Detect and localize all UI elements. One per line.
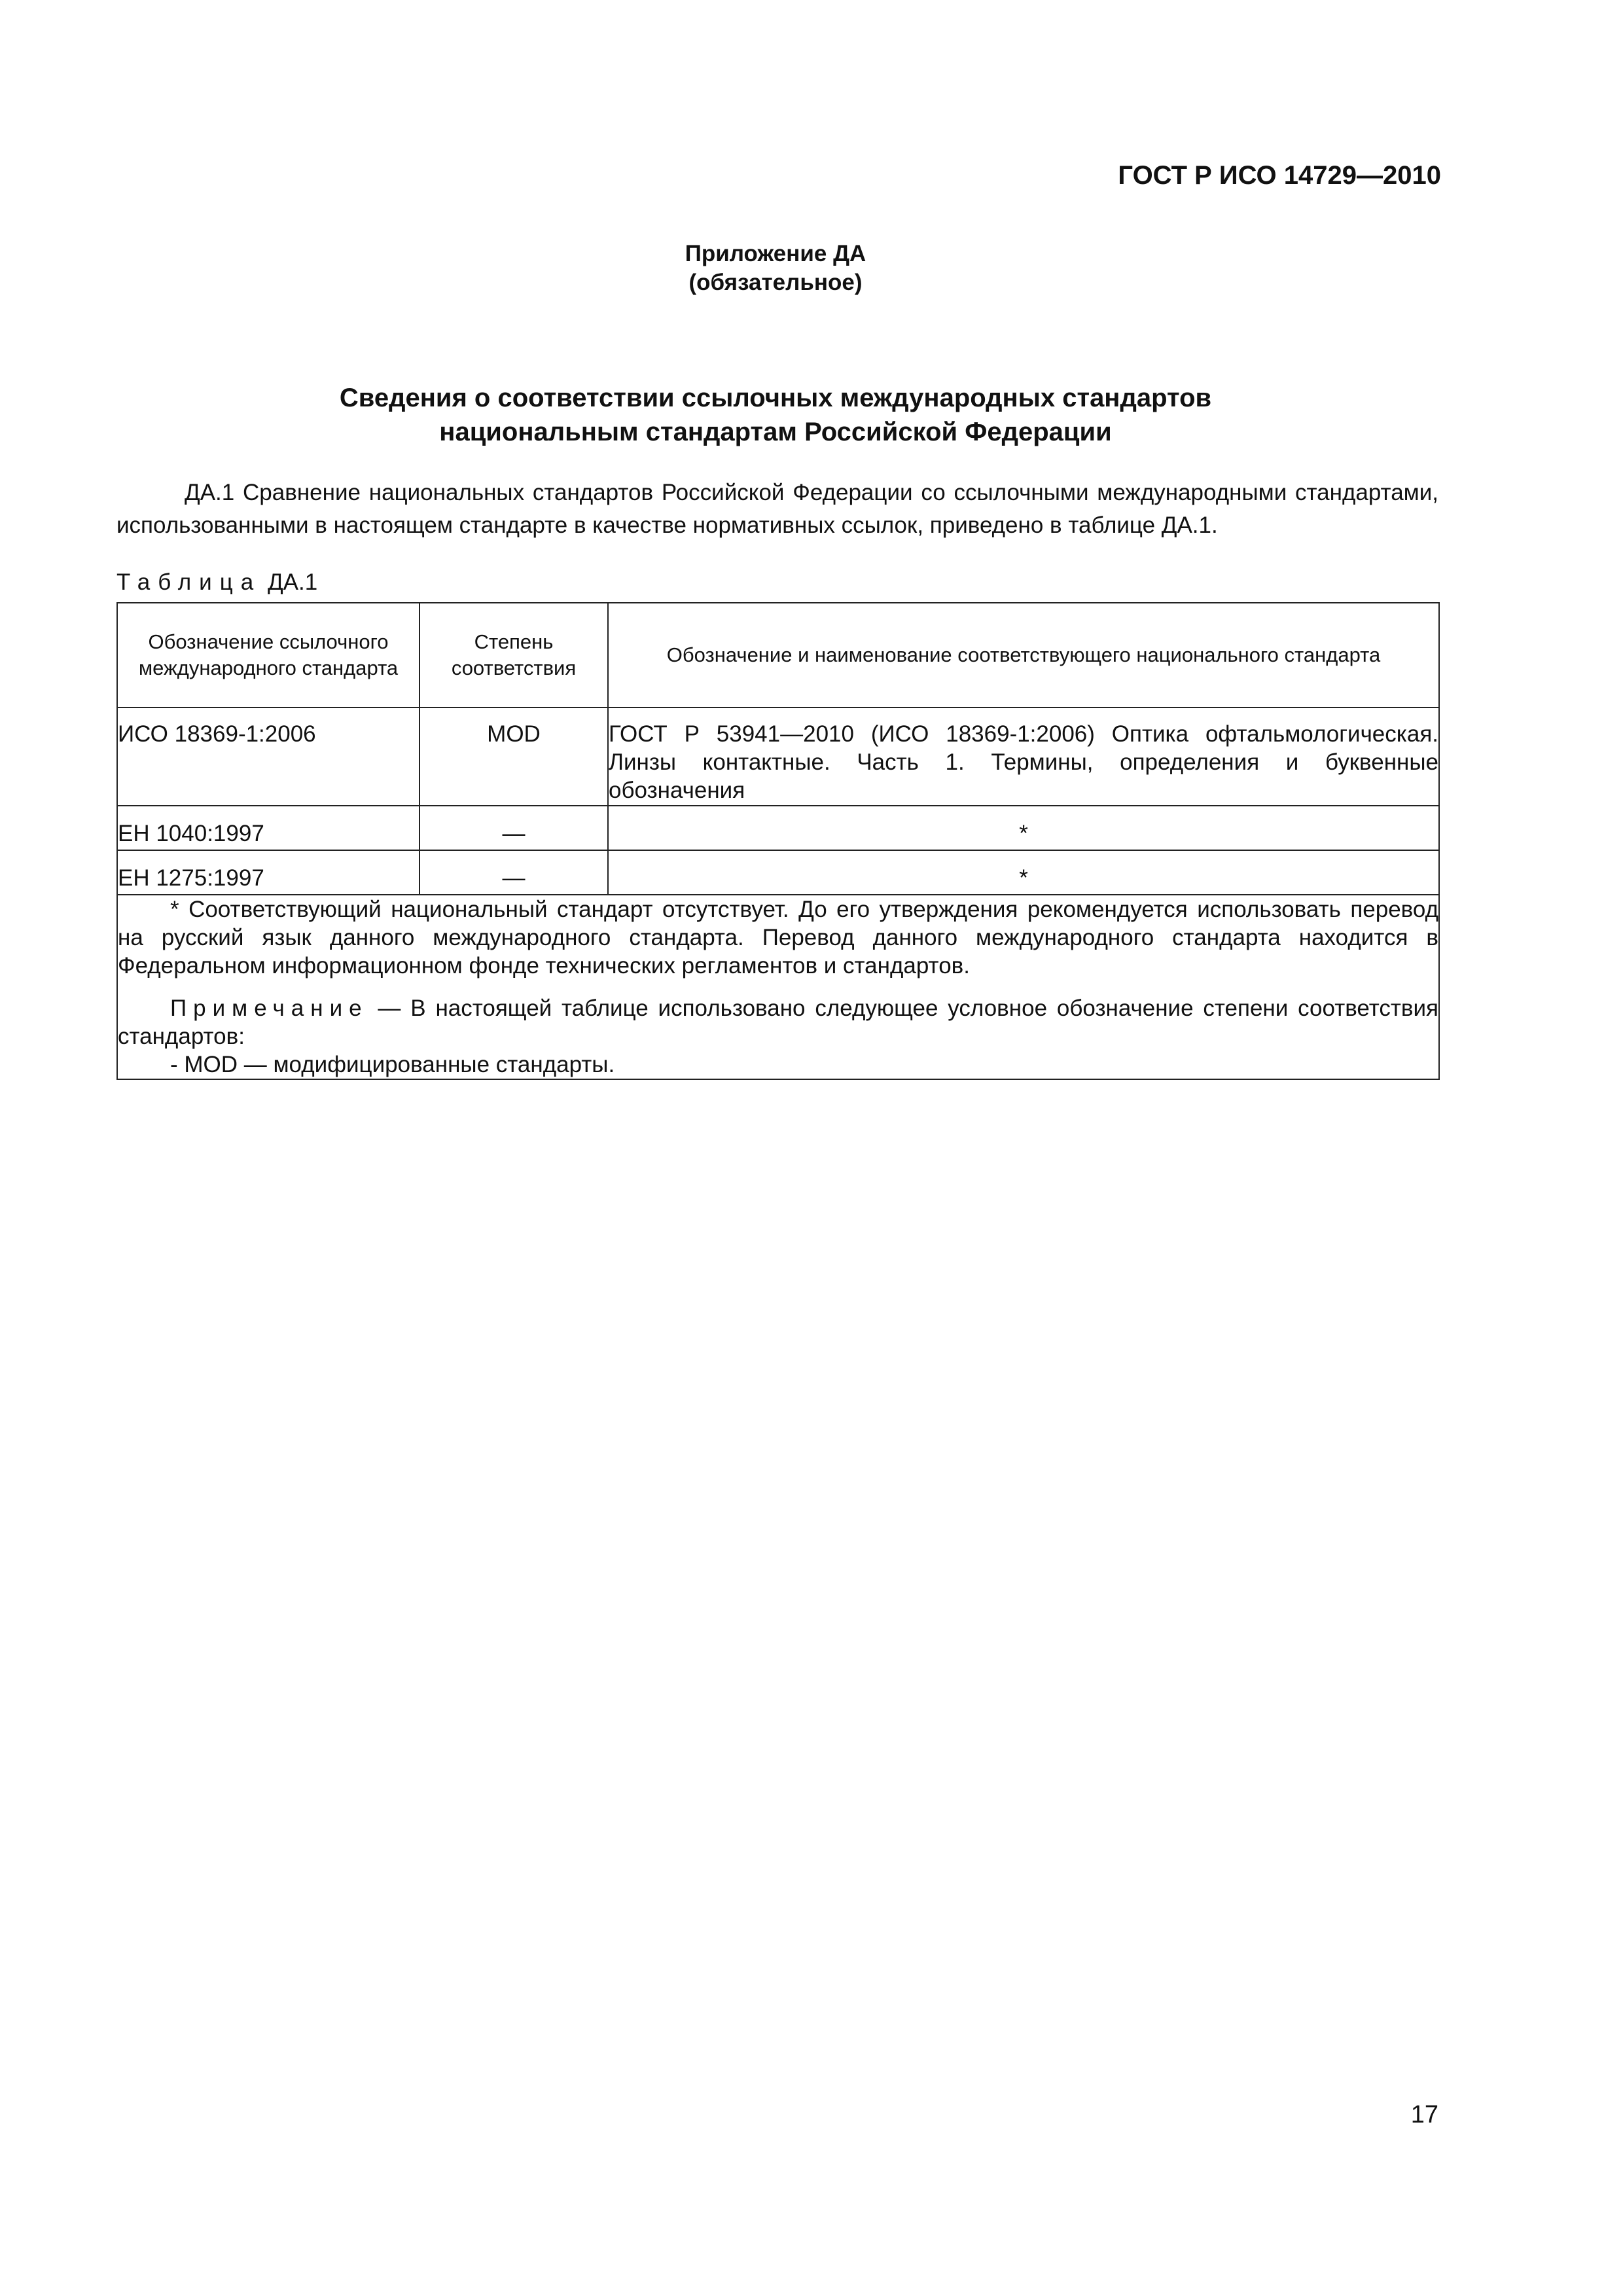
document-code: ГОСТ Р ИСО 14729—2010 — [1118, 161, 1441, 190]
cell-international-standard: ИСО 18369-1:2006 — [117, 708, 419, 806]
table-note — [118, 994, 1438, 1050]
appendix-status: (обязательное) — [688, 270, 863, 295]
header-international-standard: Обозначение ссылочного международного стандарта — [117, 603, 419, 708]
appendix-title: Приложение ДА — [685, 241, 866, 266]
table-notes-row — [117, 895, 1439, 1079]
table-row — [117, 806, 1439, 850]
table-footnote: * Соответствующий национальный стандарт отсутствует. До его утверждения рекомендуется использовать перевод на русский язык данного международного стандарта. Перевод данного международного стандарта находится в Федеральном информационном фонде технических регламентов и стандартов. — [118, 897, 1438, 978]
table-notes-cell — [117, 895, 1439, 1079]
cell-degree: — — [419, 850, 608, 895]
standards-correspondence-table — [116, 602, 1440, 1080]
cell-degree: MOD — [419, 708, 608, 806]
note-text: — В настоящей таблице использовано следующее условное обозначение степени соответствия стандартов: — [118, 996, 1438, 1049]
cell-national-standard: * — [608, 850, 1439, 895]
table-caption — [116, 568, 317, 597]
cell-degree: — — [419, 806, 608, 850]
cell-international-standard: ЕН 1275:1997 — [117, 850, 419, 895]
note-label: Примечание — [170, 996, 368, 1021]
section-title-line-2: национальным стандартам Российской Федерации — [439, 418, 1112, 446]
cell-national-standard: ГОСТ Р 53941—2010 (ИСО 18369-1:2006) Оптика офтальмологическая. Линзы контактные. Часть 1. Термины, определения и буквенные обозначения — [608, 708, 1439, 806]
header-national-standard: Обозначение и наименование соответствующего национального стандарта — [608, 603, 1439, 708]
note-list-item: - MOD — модифицированные стандарты. — [170, 1052, 615, 1077]
intro-paragraph: ДА.1 Сравнение национальных стандартов Российской Федерации со ссылочными международными стандартами, использованными в настоящем стандарте в качестве нормативных ссылок, приведено в таблице ДА.1. — [116, 480, 1438, 538]
table-row — [117, 708, 1439, 806]
page-number: 17 — [1410, 2101, 1438, 2128]
cell-national-standard: * — [608, 806, 1439, 850]
table-caption-word: Таблица — [116, 569, 262, 595]
table-caption-number: ДА.1 — [267, 569, 318, 595]
section-title — [0, 381, 1551, 449]
appendix-heading — [0, 240, 1551, 297]
table-header-row — [117, 603, 1439, 708]
cell-international-standard: ЕН 1040:1997 — [117, 806, 419, 850]
table-row — [117, 850, 1439, 895]
header-degree-of-correspondence: Степень соответствия — [419, 603, 608, 708]
section-title-line-1: Сведения о соответствии ссылочных международных стандартов — [339, 384, 1212, 412]
